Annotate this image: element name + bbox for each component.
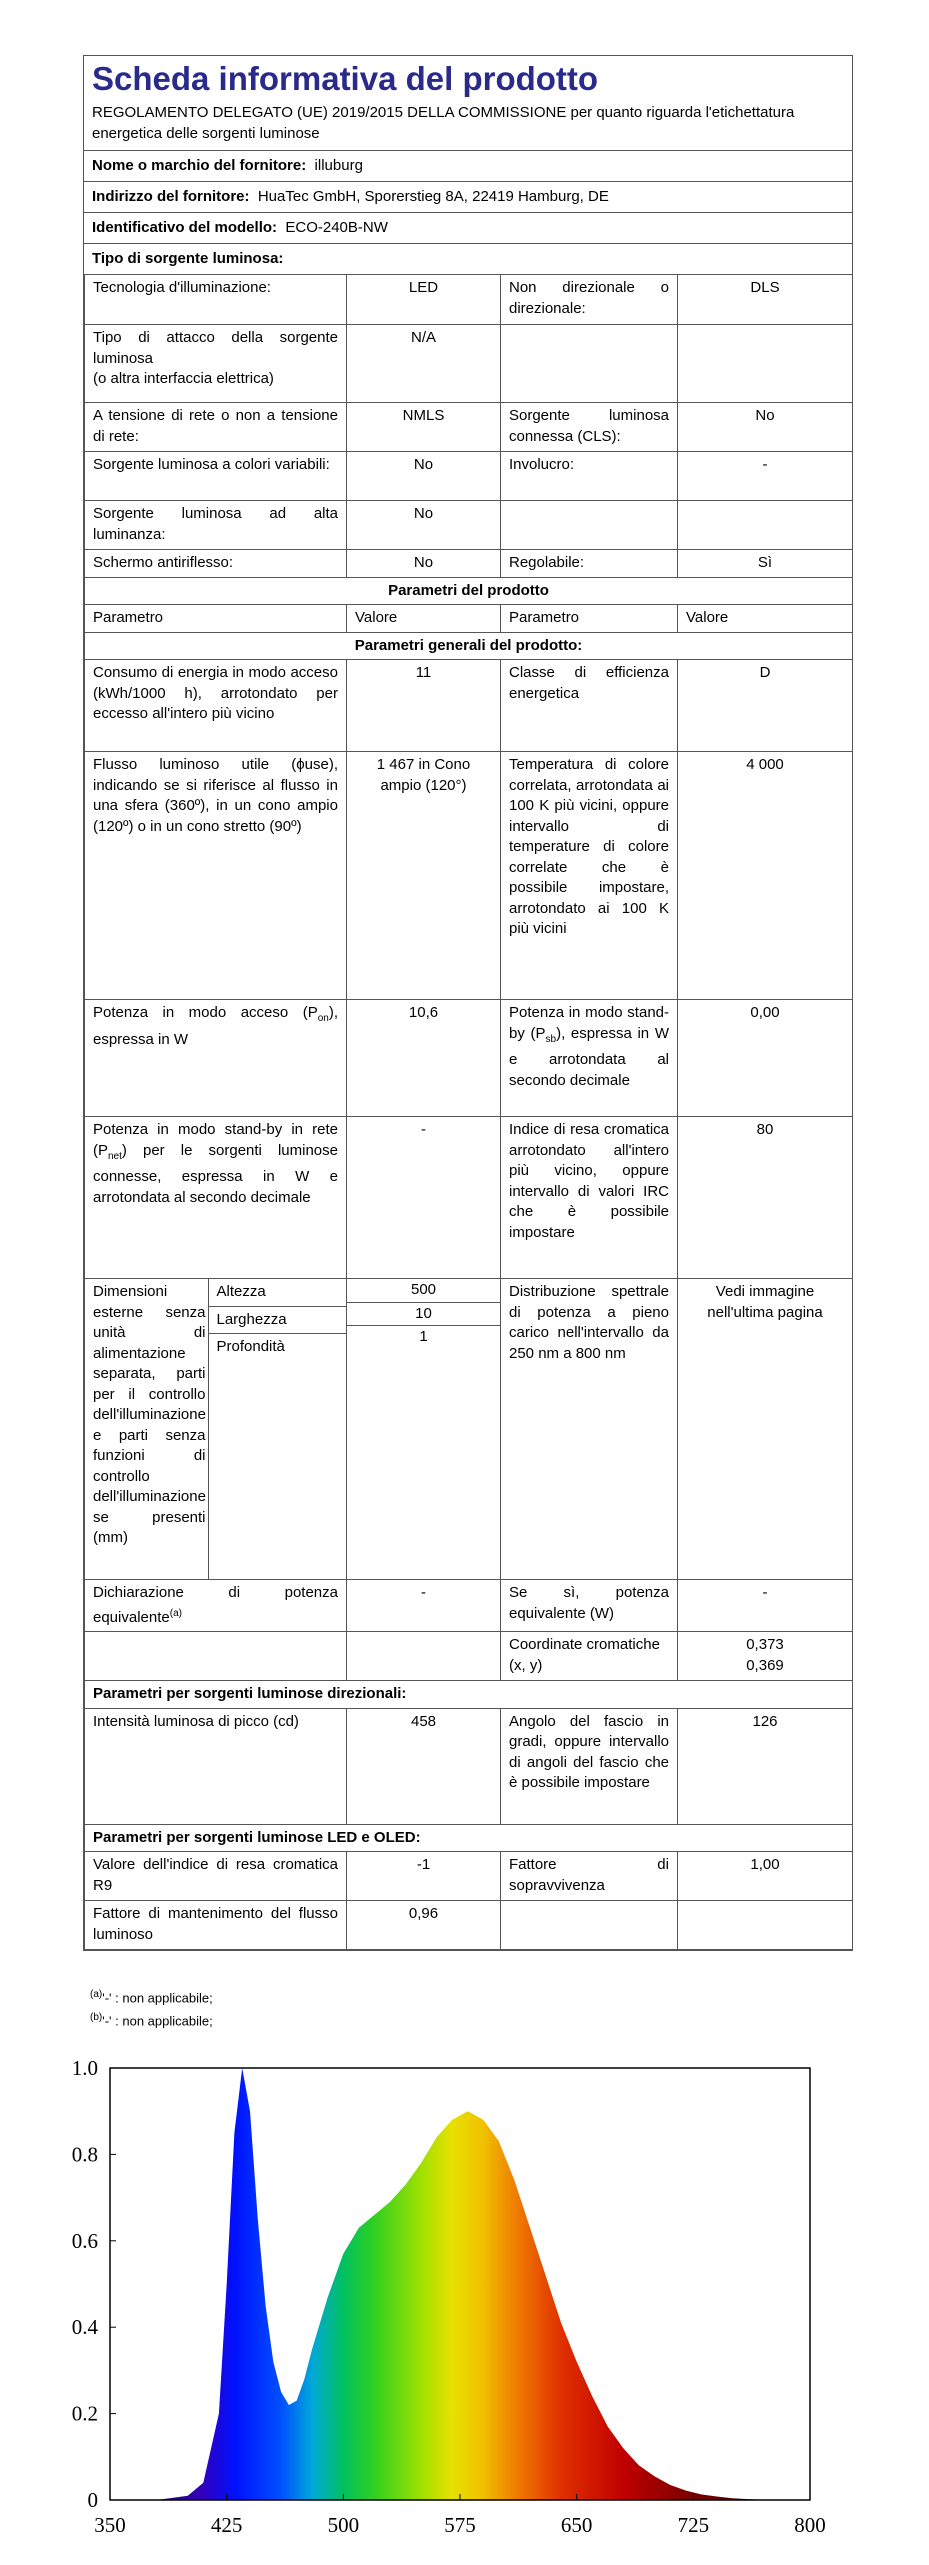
y-tick-label: 0.6 [71, 2228, 98, 2253]
width-label: Larghezza [208, 1306, 346, 1334]
type-table [84, 274, 853, 1950]
label: Distribuzione spettrale di potenza a pieno carico nell'intervallo da 250 nm a 800 nm [501, 1279, 678, 1580]
label: Coordinate cromatiche (x, y) [501, 1632, 678, 1681]
label [85, 1000, 347, 1117]
value: No [347, 501, 501, 550]
label: Classe di efficienza energetica [501, 660, 678, 752]
spectrum-area [157, 2068, 779, 2500]
label: Fattore di sopravvivenza [501, 1852, 678, 1901]
height-value: 500 [347, 1279, 500, 1302]
y-tick-label: 0.8 [71, 2142, 98, 2167]
col-header: Valore [678, 605, 853, 633]
value: Vedi immagine nell'ultima pagina [678, 1279, 853, 1580]
product-sheet [83, 55, 853, 1951]
supplier-name-label: Nome o marchio del fornitore: [92, 157, 307, 174]
model-row [84, 213, 852, 244]
height-label: Altezza [208, 1279, 346, 1306]
page-title: Scheda informativa del prodotto [92, 60, 599, 97]
x-tick-label: 350 [94, 2513, 126, 2537]
footnote-text: '-' : non applicabile; [102, 1990, 213, 2006]
footnotes [90, 1985, 213, 2032]
label: Indice di resa cromatica arrotondato all'intero più vicino, oppure intervallo di valori IRC che è possibile impostare [501, 1117, 678, 1279]
label [501, 325, 678, 403]
col-header: Valore [347, 605, 501, 633]
label-part: Potenza in modo stand-by (P [509, 1004, 669, 1042]
empty-cell [678, 1901, 853, 1950]
x-tick-label: 650 [560, 2513, 593, 2537]
label: Non direzionale o direzionale: [501, 275, 678, 325]
label: Regolabile: [501, 550, 678, 578]
label-part: ) per le sorgenti luminose connesse, espressa in W e arrotondata al secondo decimale [93, 1141, 338, 1206]
value: 0,00 [678, 1000, 853, 1117]
value: No [678, 403, 853, 452]
label: Sorgente luminosa a colori variabili: [85, 452, 347, 501]
supplier-address-row [84, 182, 852, 213]
value: - [678, 1580, 853, 1632]
width-value: 10 [347, 1302, 500, 1326]
label [85, 1580, 347, 1632]
x-tick-label: 500 [327, 2513, 360, 2537]
label-line: Tipo di attacco della sorgente luminosa [93, 329, 338, 367]
led-heading: Parametri per sorgenti luminose LED e OLED: [85, 1824, 853, 1852]
label: Schermo antiriflesso: [85, 550, 347, 578]
label: Se sì, potenza equivalente (W) [501, 1580, 678, 1632]
label [501, 501, 678, 550]
y-tick-label: 1.0 [71, 2056, 98, 2080]
label: Sorgente luminosa connessa (CLS): [501, 403, 678, 452]
label: A tensione di rete o non a tensione di rete: [85, 403, 347, 452]
empty-cell [347, 1632, 501, 1681]
supplier-name-row [84, 151, 852, 182]
x-tick-label: 725 [677, 2513, 710, 2537]
label: Consumo di energia in modo acceso (kWh/1000 h), arrotondato per eccesso all'intero più vicino [85, 660, 347, 752]
value: - [678, 452, 853, 501]
value [678, 1632, 853, 1681]
value: No [347, 452, 501, 501]
y-tick-label: 0 [87, 2488, 98, 2512]
value: 11 [347, 660, 501, 752]
label: Fattore di mantenimento del flusso luminoso [85, 1901, 347, 1950]
value: 458 [347, 1708, 501, 1824]
label-part: Potenza in modo acceso (P [93, 1004, 318, 1021]
label: Flusso luminoso utile (ϕuse), indicando se si riferisce al flusso in una sfera (360º), in un cono ampio (120º) o in un cono stretto (90º) [85, 752, 347, 1000]
col-header: Parametro [501, 605, 678, 633]
dimensions-subtable [85, 1279, 346, 1579]
supplier-address-label: Indirizzo del fornitore: [92, 188, 250, 205]
label-line: (o altra interfaccia elettrica) [93, 370, 274, 387]
label: Sorgente luminosa ad alta luminanza: [85, 501, 347, 550]
spectrum-svg [40, 2040, 900, 2560]
type-heading-text: Tipo di sorgente luminosa: [92, 250, 284, 267]
label: Angolo del fascio in gradi, oppure intervallo di angoli del fascio che è possibile impostare [501, 1708, 678, 1824]
value: No [347, 550, 501, 578]
value: D [678, 660, 853, 752]
label: Involucro: [501, 452, 678, 501]
footnote-text: '-' : non applicabile; [102, 2013, 213, 2029]
value: 10,6 [347, 1000, 501, 1117]
label-sub: sb [545, 1033, 557, 1045]
label-part: Dichiarazione di potenza equivalente [93, 1584, 338, 1626]
supplier-address-value: HuaTec GmbH, Sporerstieg 8A, 22419 Hamburg, DE [257, 188, 609, 205]
x-tick-label: 425 [210, 2513, 243, 2537]
x-tick-label: 575 [444, 2513, 476, 2537]
model-label: Identificativo del modello: [92, 219, 278, 236]
col-header: Parametro [85, 605, 347, 633]
value: DLS [678, 275, 853, 325]
dimensions-cell [85, 1279, 347, 1580]
general-params-heading: Parametri generali del prodotto: [85, 632, 853, 660]
empty-cell [208, 1361, 346, 1580]
label-sub: on [317, 1013, 329, 1024]
y-tick-label: 0.2 [71, 2401, 98, 2426]
footnote-b [90, 2008, 213, 2031]
dimensions-label: Dimensioni esterne senza unità di alimentazione separata, parti per il controllo dell'illuminazione e parti senza funzioni di controllo dell'illuminazione se presenti (mm) [85, 1279, 208, 1579]
regulation-text: REGOLAMENTO DELEGATO (UE) 2019/2015 DELLA COMMISSIONE per quanto riguarda l'etichettatura energetica delle sorgenti luminose [84, 100, 852, 151]
value: 80 [678, 1117, 853, 1279]
value: LED [347, 275, 501, 325]
value: 0,96 [347, 1901, 501, 1950]
label: Tecnologia d'illuminazione: [85, 275, 347, 325]
coord-y: 0,369 [746, 1656, 784, 1674]
dimensions-values [347, 1279, 500, 1349]
label: Intensità luminosa di picco (cd) [85, 1708, 347, 1824]
params-heading: Parametri del prodotto [85, 577, 853, 605]
label: Temperatura di colore correlata, arrotondata ai 100 K più vicini, oppure intervallo di temperature di colore correlate che è possibile impostare, arrotondato ai 100 K più vicini [501, 752, 678, 1000]
empty-cell [85, 1632, 347, 1681]
value [678, 325, 853, 403]
footnote-marker: (a) [90, 1989, 103, 2000]
label [85, 1117, 347, 1279]
value: Sì [678, 550, 853, 578]
value: 1,00 [678, 1852, 853, 1901]
empty-cell [501, 1901, 678, 1950]
footnote-marker: (b) [90, 2012, 103, 2024]
label [501, 1000, 678, 1117]
value: 4 000 [678, 752, 853, 1000]
label: Valore dell'indice di resa cromatica R9 [85, 1852, 347, 1901]
value: -1 [347, 1852, 501, 1901]
label-part: ), espressa in W e arrotondata al secondo decimale [509, 1024, 669, 1089]
label-sup: (a) [169, 1607, 182, 1619]
footnote-a [90, 1985, 213, 2008]
y-tick-label: 0.4 [71, 2315, 98, 2340]
label-sub: net [108, 1150, 122, 1162]
supplier-name-value: illuburg [314, 157, 363, 174]
value: N/A [347, 325, 501, 403]
model-value: ECO-240B-NW [285, 219, 388, 236]
dimensions-values-cell [347, 1279, 501, 1580]
value: - [347, 1580, 501, 1632]
x-tick-label: 800 [794, 2513, 826, 2537]
value [678, 501, 853, 550]
spectrum-chart [40, 2040, 900, 2560]
type-heading [84, 244, 852, 274]
value: 1 467 in Cono ampio (120°) [347, 752, 501, 1000]
label [85, 325, 347, 403]
coord-x: 0,373 [746, 1636, 784, 1653]
label-part: Potenza in modo stand-by in rete (P [93, 1121, 338, 1159]
value: 126 [678, 1708, 853, 1824]
label-part: ), espressa in W [93, 1004, 338, 1048]
directional-heading: Parametri per sorgenti luminose direzionali: [85, 1681, 853, 1709]
depth-label: Profondità [208, 1334, 346, 1361]
value: NMLS [347, 403, 501, 452]
depth-value: 1 [347, 1326, 500, 1349]
value: - [347, 1117, 501, 1279]
